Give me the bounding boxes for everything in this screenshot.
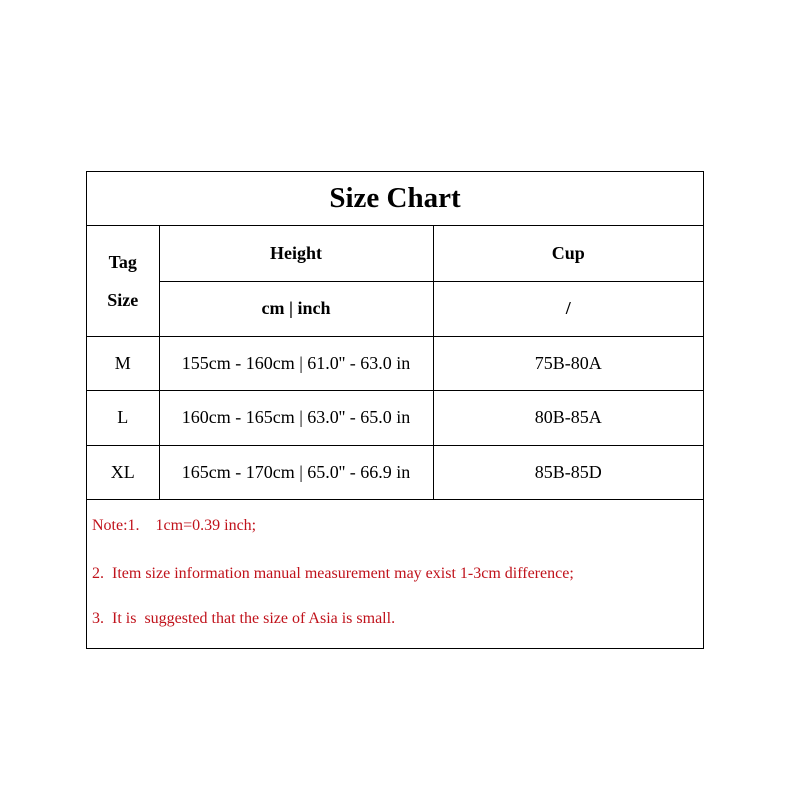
- height-cell: 155cm - 160cm | 61.0'' - 63.0 in: [159, 336, 433, 390]
- cup-cell: 75B-80A: [433, 336, 703, 390]
- chart-title: Size Chart: [329, 182, 461, 214]
- table-row: [87, 445, 703, 499]
- height-header: Height: [159, 226, 433, 281]
- size-label: Size: [107, 289, 139, 310]
- size-table: [87, 226, 703, 500]
- height-cell: 160cm - 165cm | 63.0'' - 65.0 in: [159, 390, 433, 445]
- cup-unit: /: [433, 281, 703, 336]
- tag-size-header: [87, 226, 159, 336]
- note-line-1: Note:1. 1cm=0.39 inch;: [92, 517, 257, 534]
- height-cell: 165cm - 170cm | 65.0'' - 66.9 in: [159, 445, 433, 499]
- title-row: [87, 172, 703, 226]
- size-chart: [86, 171, 704, 649]
- table-row: [87, 336, 703, 390]
- header-row: [87, 226, 703, 281]
- height-unit: cm | inch: [159, 281, 433, 336]
- size-cell: M: [87, 336, 159, 390]
- note-line-2: 2. Item size information manual measurement may exist 1-3cm difference;: [92, 565, 574, 582]
- cup-cell: 80B-85A: [433, 390, 703, 445]
- unit-row: [87, 281, 703, 336]
- size-cell: XL: [87, 445, 159, 499]
- size-cell: L: [87, 390, 159, 445]
- cup-cell: 85B-85D: [433, 445, 703, 499]
- note-line-3: 3. It is suggested that the size of Asia is small.: [92, 610, 396, 627]
- table-row: [87, 390, 703, 445]
- cup-header: Cup: [433, 226, 703, 281]
- tag-label: Tag: [108, 251, 137, 272]
